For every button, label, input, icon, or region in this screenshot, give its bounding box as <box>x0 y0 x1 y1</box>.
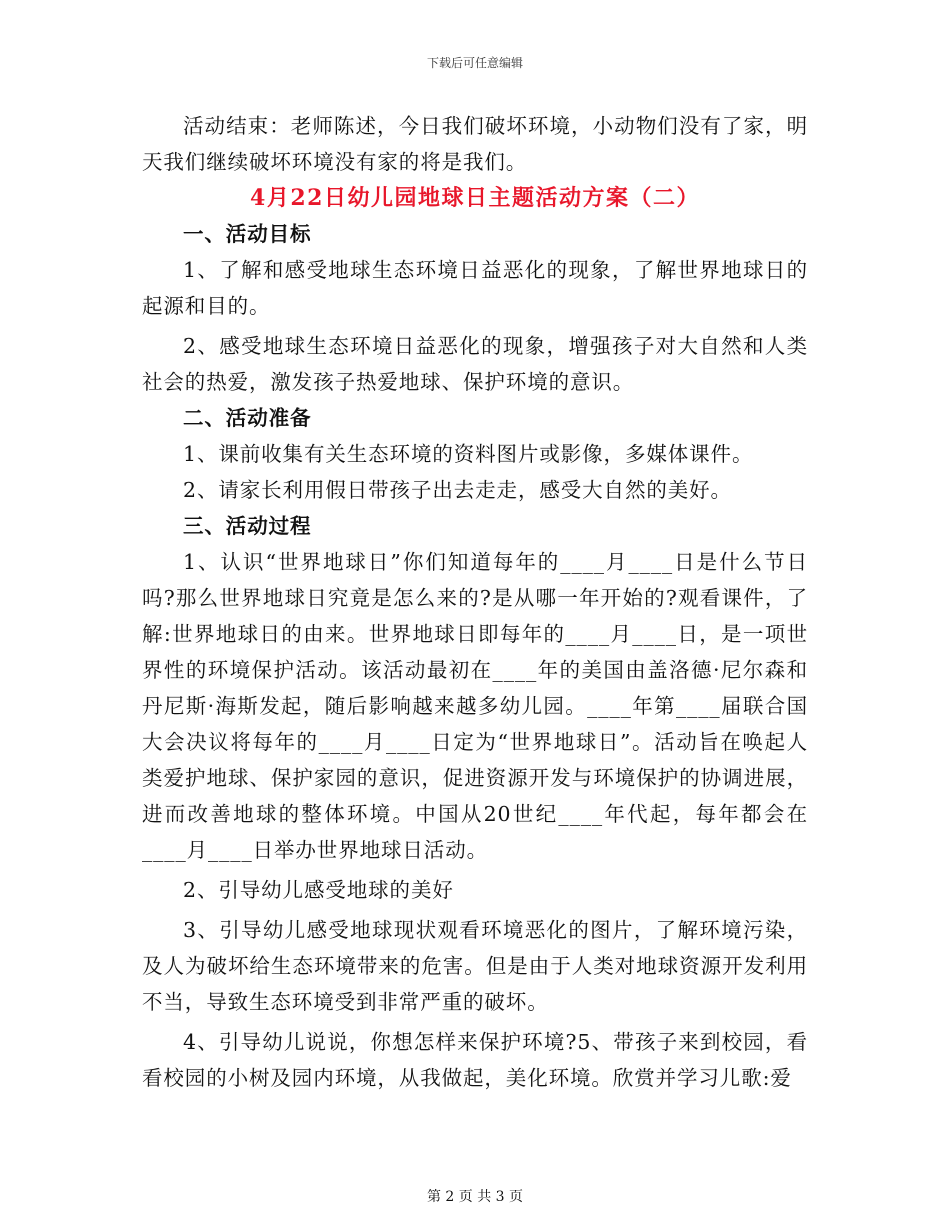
section-heading-process: 三、活动过程 <box>183 514 312 538</box>
section-heading-goals: 一、活动目标 <box>183 222 312 246</box>
process-item-3: 3、引导幼儿感受地球现状观看环境恶化的图片，了解环境污染，及人为破坏给生态环境带来的危害。但是由于人类对地球资源开发利用不当，导致生态环境受到非常严重的破坏。 <box>142 918 808 1014</box>
document-body <box>142 108 808 1096</box>
header-note: 下载后可任意编辑 <box>426 56 523 70</box>
section-heading-preparation: 二、活动准备 <box>183 406 312 430</box>
intro-paragraph: 活动结束：老师陈述，今日我们破坏环境，小动物们没有了家，明天我们继续破坏环境没有家的将是我们。 <box>142 114 808 174</box>
goal-item-1: 1、了解和感受地球生态环境日益恶化的现象，了解世界地球日的起源和目的。 <box>142 258 808 318</box>
preparation-item-2: 2、请家长利用假日带孩子出去走走，感受大自然的美好。 <box>183 478 732 502</box>
document-title: 4月22日幼儿园地球日主题活动方案（二） <box>250 185 700 211</box>
process-item-2: 2、引导幼儿感受地球的美好 <box>183 878 454 902</box>
process-item-1: 1、认识“世界地球日”你们知道每年的____月____日是什么节日吗?那么世界地球日究竟是怎么来的?是从哪一年开始的?观看课件，了解:世界地球日的由来。世界地球日即每年的____月____日，是一项世界性的环境保护活动。该活动最初在____年的美国由盖洛德·尼尔森和丹尼斯·海斯发起，随后影响越来越多幼儿园。____年第____届联合国大会决议将每年的____月____日定为“世界地球日”。活动旨在唤起人类爱护地球、保护家园的意识，促进资源开发与环境保护的协调进展，进而改善地球的整体环境。中国从20世纪____年代起，每年都会在____月____日举办世界地球日活动。 <box>142 550 808 862</box>
process-item-4: 4、引导幼儿说说，你想怎样来保护环境?5、带孩子来到校园，看看校园的小树及园内环境，从我做起，美化环境。欣赏并学习儿歌:爱 <box>142 1030 808 1090</box>
page-number: 第 2 页 共 3 页 <box>426 1189 524 1205</box>
goal-item-2: 2、感受地球生态环境日益恶化的现象，增强孩子对大自然和人类社会的热爱，激发孩子热爱地球、保护环境的意识。 <box>142 334 808 394</box>
preparation-item-1: 1、课前收集有关生态环境的资料图片或影像，多媒体课件。 <box>183 442 754 466</box>
